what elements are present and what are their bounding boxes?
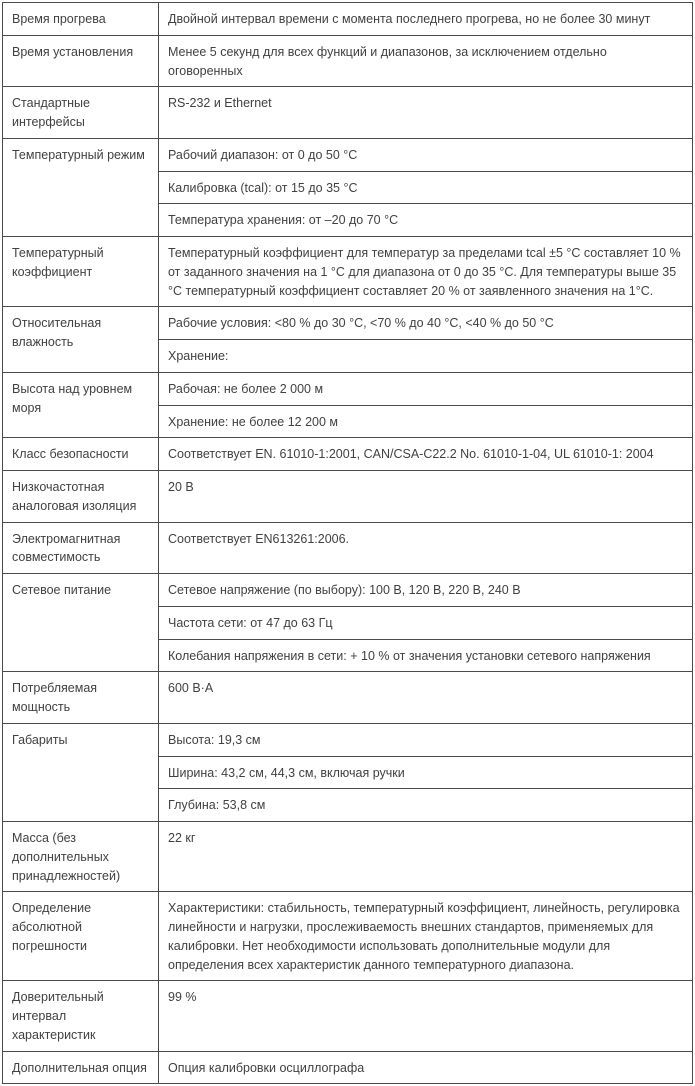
- spec-value: Рабочий диапазон: от 0 до 50 °C: [159, 138, 693, 171]
- spec-value: 99 %: [159, 981, 693, 1051]
- table-row: [3, 138, 693, 171]
- spec-label: Относительная влажность: [3, 307, 159, 373]
- spec-table-body: [3, 3, 693, 1084]
- spec-label: Низкочастотная аналоговая изоляция: [3, 471, 159, 523]
- spec-value: RS-232 и Ethernet: [159, 87, 693, 139]
- spec-value: Соответствует EN613261:2006.: [159, 522, 693, 574]
- spec-label: Потребляемая мощность: [3, 672, 159, 724]
- table-row: [3, 522, 693, 574]
- spec-value: Опция калибровки осциллографа: [159, 1051, 693, 1084]
- spec-label: Класс безопасности: [3, 438, 159, 471]
- spec-value: Менее 5 секунд для всех функций и диапазонов, за исключением отдельно оговоренных: [159, 35, 693, 87]
- spec-value: Соответствует EN. 61010-1:2001, CAN/CSA-C22.2 No. 61010-1-04, UL 61010-1: 2004: [159, 438, 693, 471]
- table-row: [3, 892, 693, 981]
- spec-value: Двойной интервал времени с момента последнего прогрева, но не более 30 минут: [159, 3, 693, 36]
- spec-label: Температурный режим: [3, 138, 159, 236]
- spec-value: Температурный коэффициент для температур за пределами tcal ±5 °C составляет 10 % от заданного значения на 1 °C для диапазона от 0 до 35 °C. Для температуры выше 35 °C температурный коэффициент составляет 20 % от заявленного значения на 1°C.: [159, 237, 693, 307]
- spec-label: Сетевое питание: [3, 574, 159, 672]
- spec-value: 600 В·А: [159, 672, 693, 724]
- spec-label: Дополнительная опция: [3, 1051, 159, 1084]
- specifications-page: [0, 2, 695, 1084]
- spec-label: Габариты: [3, 723, 159, 821]
- spec-value: Рабочие условия: <80 % до 30 °C, <70 % до 40 °C, <40 % до 50 °C: [159, 307, 693, 340]
- specifications-table: [2, 2, 693, 1084]
- spec-value: Хранение: не более 12 200 м: [159, 405, 693, 438]
- table-row: [3, 981, 693, 1051]
- spec-label: Температурный коэффициент: [3, 237, 159, 307]
- table-row: [3, 672, 693, 724]
- spec-label: Электромагнитная совместимость: [3, 522, 159, 574]
- table-row: [3, 237, 693, 307]
- table-row: [3, 307, 693, 340]
- spec-value: Глубина: 53,8 см: [159, 789, 693, 822]
- table-row: [3, 822, 693, 892]
- spec-value: Высота: 19,3 см: [159, 723, 693, 756]
- table-row: [3, 87, 693, 139]
- table-row: [3, 372, 693, 405]
- spec-value: Хранение:: [159, 340, 693, 373]
- table-row: [3, 438, 693, 471]
- spec-label: Высота над уровнем моря: [3, 372, 159, 438]
- spec-value: Температура хранения: от –20 до 70 °C: [159, 204, 693, 237]
- spec-value: Сетевое напряжение (по выбору): 100 В, 120 В, 220 В, 240 В: [159, 574, 693, 607]
- spec-value: Калибровка (tcal): от 15 до 35 °C: [159, 171, 693, 204]
- spec-value: Рабочая: не более 2 000 м: [159, 372, 693, 405]
- table-row: [3, 3, 693, 36]
- table-row: [3, 574, 693, 607]
- spec-label: Масса (без дополнительных принадлежностей): [3, 822, 159, 892]
- spec-value: 20 В: [159, 471, 693, 523]
- spec-value: Характеристики: стабильность, температурный коэффициент, линейность, регулировка линейности и нагрузки, прослеживаемость внешних стандартов, применяемых для калибровки. Нет необходимости использовать дополнительные модули для определения всех характеристик данного температурного диапазона.: [159, 892, 693, 981]
- table-row: [3, 35, 693, 87]
- spec-value: Ширина: 43,2 см, 44,3 см, включая ручки: [159, 756, 693, 789]
- spec-label: Определение абсолютной погрешности: [3, 892, 159, 981]
- spec-label: Время установления: [3, 35, 159, 87]
- table-row: [3, 723, 693, 756]
- table-row: [3, 471, 693, 523]
- spec-label: Стандартные интерфейсы: [3, 87, 159, 139]
- table-row: [3, 1051, 693, 1084]
- spec-label: Доверительный интервал характеристик: [3, 981, 159, 1051]
- spec-value: Колебания напряжения в сети: + 10 % от значения установки сетевого напряжения: [159, 639, 693, 672]
- spec-value: 22 кг: [159, 822, 693, 892]
- spec-label: Время прогрева: [3, 3, 159, 36]
- spec-value: Частота сети: от 47 до 63 Гц: [159, 606, 693, 639]
